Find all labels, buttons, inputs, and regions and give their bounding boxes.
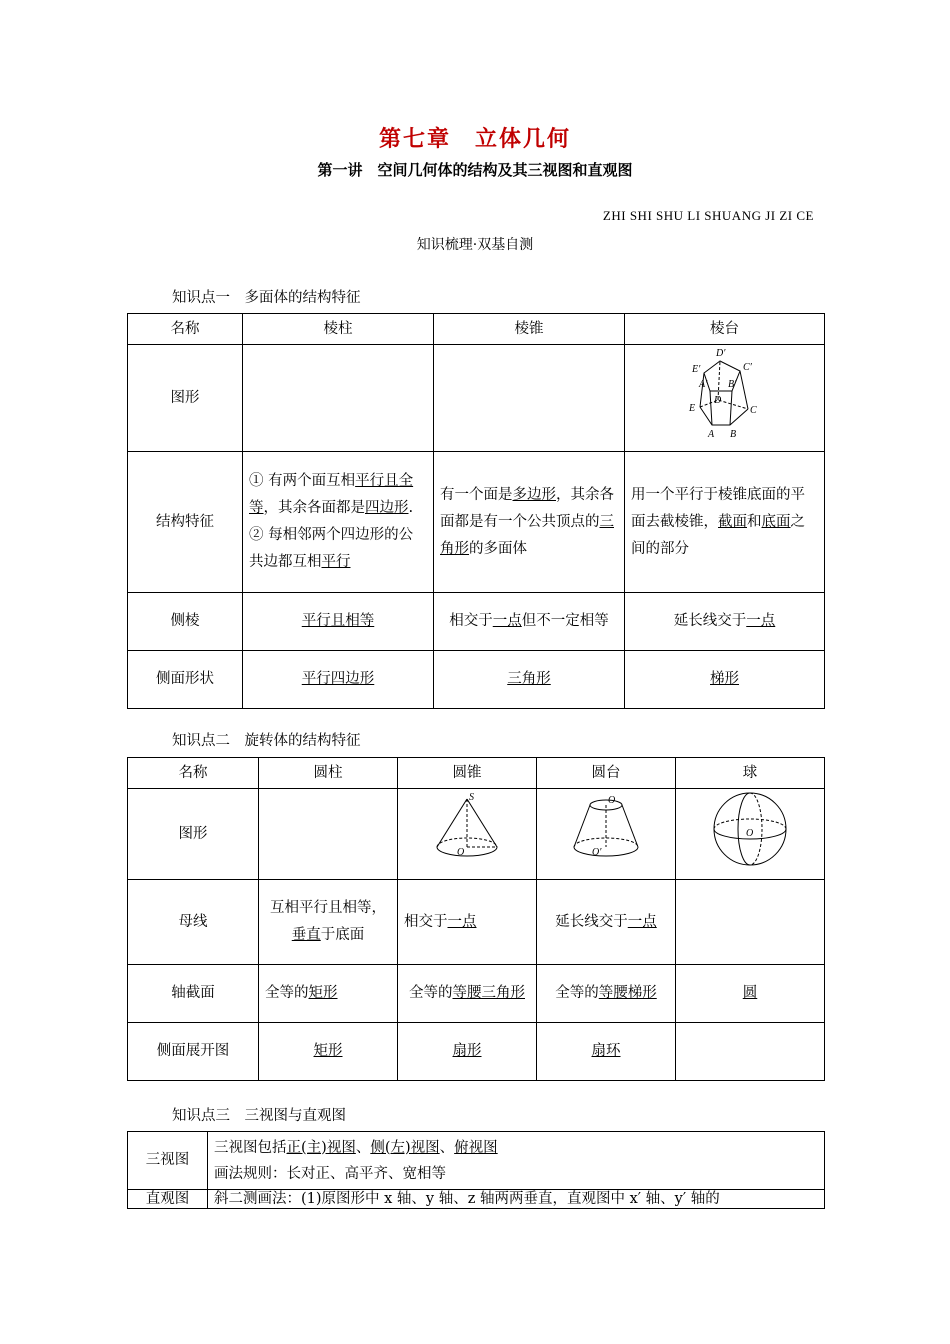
lecture-title: 第一讲 空间几何体的结构及其三视图和直观图 — [317, 161, 633, 179]
header-cone: 圆锥 — [398, 758, 537, 789]
frustum-figure — [625, 345, 825, 452]
chapter-title: 第七章 立体几何 — [378, 126, 571, 152]
pyramid-lateral-face: 三角形 — [434, 651, 625, 709]
row-label-generatrix: 母线 — [128, 880, 259, 965]
cone-base-label: O — [457, 847, 465, 858]
label-b-prime: B′ — [727, 379, 736, 390]
row-label-lateral-face: 侧面形状 — [128, 651, 243, 709]
kp1-heading: 知识点一 多面体的结构特征 — [172, 290, 361, 306]
row-label-intuitive-view: 直观图 — [128, 1190, 208, 1209]
header-prism: 棱柱 — [243, 314, 434, 345]
views-table — [127, 1131, 825, 1209]
kp3-heading: 知识点三 三视图与直观图 — [172, 1108, 346, 1124]
label-d-prime: D′ — [715, 348, 725, 359]
row-label-structure: 结构特征 — [128, 452, 243, 593]
cone-apex-label: S — [469, 792, 474, 803]
row-label-figure: 图形 — [128, 789, 259, 880]
frustum-top-label: O — [608, 795, 616, 806]
cone-axial-section: 全等的等腰三角形 — [398, 965, 537, 1023]
blank-top-view: 俯视图 — [454, 1139, 498, 1156]
blank-front-view: 正(主)视图 — [286, 1139, 356, 1156]
prism-figure — [243, 345, 434, 452]
row-label-figure: 图形 — [128, 345, 243, 452]
label-d: D — [713, 395, 721, 406]
row-label-development: 侧面展开图 — [128, 1023, 259, 1081]
header-frustum: 棱台 — [625, 314, 825, 345]
blank-parallel-congruent: 平行且全等 — [249, 473, 414, 516]
label-c: C — [749, 405, 757, 416]
cone-figure — [398, 789, 537, 880]
frustum-polyhedron-diagram — [680, 345, 770, 441]
row-label-lateral-edge: 侧棱 — [128, 593, 243, 651]
blank-quadrilateral: 四边形 — [365, 500, 409, 516]
prism-lateral-face: 平行四边形 — [243, 651, 434, 709]
blank-side-view: 侧(左)视图 — [370, 1139, 440, 1156]
blank-triangle: 三角形 — [440, 513, 614, 557]
sphere-diagram — [708, 789, 792, 869]
header-sphere: 球 — [676, 758, 825, 789]
cylinder-generatrix: 互相平行且相等，垂直于底面 — [259, 880, 398, 965]
frustum-lateral-edge: 延长线交于一点 — [625, 593, 825, 651]
label-e-prime: E′ — [691, 364, 700, 375]
pyramid-structure: 有一个面是多边形，其余各面都是有一个公共顶点的三角形的多面体 — [434, 452, 625, 593]
label-c-prime: C′ — [742, 362, 752, 373]
cylinder-figure — [259, 789, 398, 880]
header-frustum-cone: 圆台 — [537, 758, 676, 789]
blank-polygon: 多边形 — [512, 486, 556, 503]
header-name: 名称 — [128, 758, 259, 789]
polyhedron-table — [127, 313, 825, 709]
section-subtitle: 知识梳理·双基自测 — [416, 237, 534, 253]
cone-generatrix: 相交于一点 — [398, 880, 537, 965]
rotation-body-table — [127, 757, 825, 1081]
prism-lateral-edge: 平行且相等 — [243, 593, 434, 651]
pyramid-lateral-edge: 相交于一点但不一定相等 — [434, 593, 625, 651]
frustum-generatrix: 延长线交于一点 — [537, 880, 676, 965]
header-cylinder: 圆柱 — [259, 758, 398, 789]
row-label-axial-section: 轴截面 — [128, 965, 259, 1023]
label-a-prime: A′ — [698, 379, 707, 390]
header-pyramid: 棱锥 — [434, 314, 625, 345]
sphere-generatrix — [676, 880, 825, 965]
label-e: E — [688, 403, 695, 414]
frustum-cone-figure — [537, 789, 676, 880]
frustum-lateral-face: 梯形 — [625, 651, 825, 709]
frustum-development: 扇环 — [537, 1023, 676, 1081]
row-label-three-views: 三视图 — [128, 1132, 208, 1190]
sphere-center-label: O — [746, 828, 754, 839]
label-b: B — [729, 429, 736, 440]
cone-diagram — [427, 791, 507, 867]
cylinder-development: 矩形 — [259, 1023, 398, 1081]
frustum-base-label: O′ — [592, 847, 602, 858]
prism-structure: ① 有两个面互相平行且全等，其余各面都是四边形. ② 每相邻两个四边形的公共边都互相平行 — [243, 452, 434, 593]
blank-base: 底面 — [761, 513, 791, 530]
label-a: A — [707, 429, 714, 440]
sphere-figure — [676, 789, 825, 880]
sphere-development — [676, 1023, 825, 1081]
frustum-structure: 用一个平行于棱锥底面的平面去截棱锥，截面和底面之间的部分 — [625, 452, 825, 593]
three-views-content: 三视图包括正(主)视图、侧(左)视图、俯视图 画法规则：长对正、高平齐、宽相等 — [208, 1132, 825, 1190]
pinyin-heading: ZHI SHI SHU LI SHUANG JI ZI CE — [602, 208, 814, 223]
cylinder-axial-section: 全等的矩形 — [259, 965, 398, 1023]
kp2-heading: 知识点二 旋转体的结构特征 — [172, 733, 361, 749]
blank-section: 截面 — [718, 513, 747, 530]
sphere-axial-section: 圆 — [676, 965, 825, 1023]
intuitive-view-content: 斜二测画法：(1)原图形中 x 轴、y 轴、z 轴两两垂直，直观图中 x′ 轴、y′ 轴的 — [208, 1190, 825, 1209]
frustum-axial-section: 全等的等腰梯形 — [537, 965, 676, 1023]
header-name: 名称 — [128, 314, 243, 345]
pyramid-figure — [434, 345, 625, 452]
frustum-cone-diagram — [566, 791, 646, 867]
cone-development: 扇形 — [398, 1023, 537, 1081]
blank-parallel: 平行 — [321, 554, 351, 570]
